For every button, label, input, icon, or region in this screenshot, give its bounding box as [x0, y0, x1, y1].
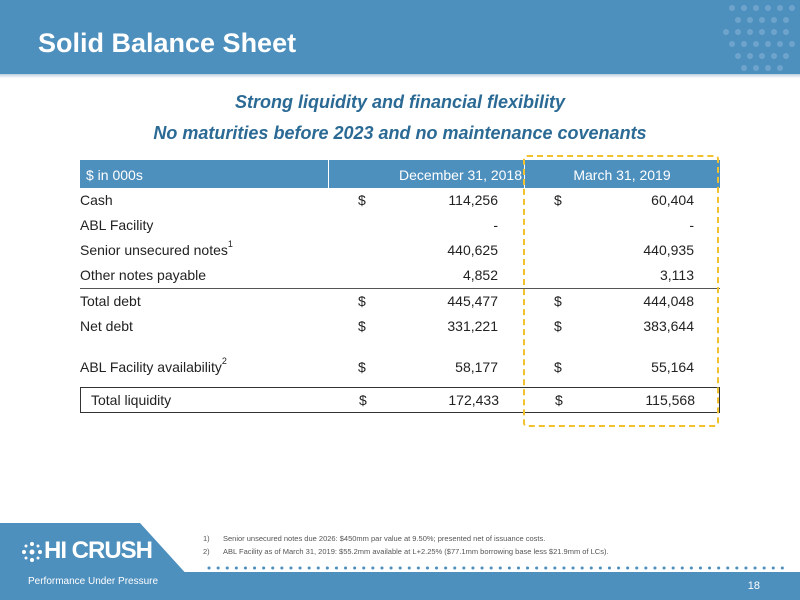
value-dec-2018: 58,177 — [455, 359, 498, 375]
value-mar-2019: 444,048 — [643, 293, 694, 309]
value-dec-2018: - — [493, 217, 498, 233]
footnote-marker: 2 — [221, 356, 227, 366]
dollar-sign: $ — [358, 318, 366, 334]
header-mar-2019: March 31, 2019 — [573, 167, 671, 183]
value-dec-2018: 172,433 — [448, 392, 499, 408]
dot-pattern-decoration — [718, 0, 800, 74]
value-mar-2019: 60,404 — [651, 192, 694, 208]
row-label: Other notes payable — [80, 267, 207, 283]
header-dec-2018: December 31, 2018 — [399, 167, 522, 183]
mar-2019-highlight-box — [523, 155, 719, 427]
value-dec-2018: 114,256 — [448, 192, 498, 208]
row-label: Total debt — [80, 293, 141, 309]
dollar-sign: $ — [554, 192, 562, 208]
dollar-sign: $ — [358, 293, 366, 309]
sparkle-icon — [21, 541, 43, 563]
value-mar-2019: 440,935 — [643, 242, 694, 258]
row-label: Net debt — [80, 318, 133, 334]
company-logo-text: HI CRUSH — [44, 537, 153, 564]
dotted-divider — [207, 566, 787, 570]
dollar-sign: $ — [555, 392, 563, 408]
header-band — [0, 0, 800, 74]
value-dec-2018: 445,477 — [447, 293, 498, 309]
row-label: Cash — [80, 192, 113, 208]
value-mar-2019: 115,568 — [645, 392, 695, 408]
footnote-1: 1) Senior unsecured notes due 2026: $450mm par value at 9.50%; presented net of issuance costs. — [203, 534, 546, 543]
page-number: 18 — [747, 580, 760, 592]
dollar-sign: $ — [359, 392, 367, 408]
subtitle-liquidity: Strong liquidity and financial flexibility — [234, 92, 566, 112]
row-label: Senior unsecured notes$^1$ — [80, 239, 233, 258]
footnote-2: 2) ABL Facility as of March 31, 2019: $55.2mm available at L+2.25% ($77.1mm borrowing base less $21.9mm of LCs). — [203, 547, 609, 556]
page-title: Solid Balance Sheet — [38, 28, 297, 58]
dollar-sign: $ — [554, 359, 562, 375]
row-label: Total liquidity — [91, 392, 172, 408]
header-shadow — [0, 74, 800, 78]
row-label: ABL Facility — [80, 217, 154, 233]
value-dec-2018: 4,852 — [462, 267, 498, 283]
footnote-marker: 1 — [227, 239, 233, 249]
value-dec-2018: 331,221 — [447, 318, 498, 334]
dollar-sign: $ — [554, 293, 562, 309]
footnotes — [203, 532, 609, 558]
header-units: $ in 000s — [86, 167, 143, 183]
row-label: ABL Facility availability$^2$ — [80, 356, 227, 375]
value-dec-2018: 440,625 — [447, 242, 498, 258]
value-mar-2019: 383,644 — [643, 318, 694, 334]
value-mar-2019: - — [689, 217, 694, 233]
subtitle-maturities: No maturities before 2023 and no maintenance covenants — [153, 123, 647, 143]
dollar-sign: $ — [554, 318, 562, 334]
dollar-sign: $ — [358, 192, 366, 208]
dollar-sign: $ — [358, 359, 366, 375]
company-tagline: Performance Under Pressure — [28, 576, 159, 587]
value-mar-2019: 3,113 — [660, 267, 694, 283]
value-mar-2019: 55,164 — [651, 359, 694, 375]
